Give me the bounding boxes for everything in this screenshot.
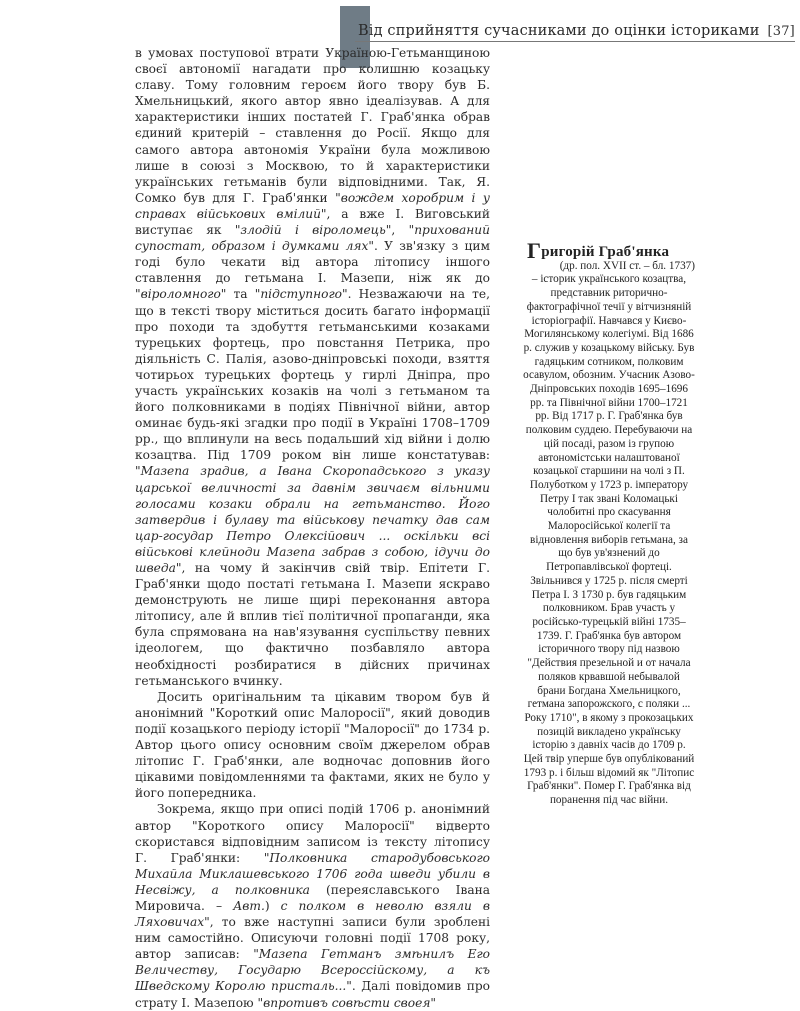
body-text: (переяславського Івана Мировича. – [135, 882, 490, 913]
body-text: Досить оригінальним та цікавим твором був й анонімний "Короткий опис Малоросії", який доводив події козацького періоду історії "Малоросії" до 1734 р. Автор цього опису основним своїм джерелом обрав літопис Г. Граб'янки, але водночас доповнив його цікавими повідомленнями та фактами, яких не було у його попередника. [135, 689, 490, 801]
sidebar-name [527, 238, 695, 263]
page-number: [37] [767, 23, 795, 39]
body-text: . Далі повідомив про страту І. Мазепою [135, 979, 490, 1010]
header-divider [355, 41, 795, 42]
quotation-text: Авт. [233, 898, 265, 913]
body-text: ) [264, 898, 281, 913]
quotation-text: "Мазепа зрадив, а Івана Скоропадського з указу царської величності за давнім звичаєм вільними голосами козаки обрали на гетьманство. Його затвердив і булаву та військову печатку дав сам цар-государ Петро Олексійович ... оскільки всі військові клейноди Мазепа забрав з собою, ідучи до шведа" [135, 464, 490, 575]
quotation-text: "прихований супостат, образом і думками лях" [135, 223, 490, 254]
body-paragraph [135, 801, 490, 1010]
main-text-column [135, 45, 490, 1011]
sidebar-drop-letter: Г [527, 238, 542, 263]
body-text: Зокрема, якщо при описі подій 1706 р. анонімний автор "Короткого опису Малоросії" відверто скористався відповідним записом із тексту літопису Г. Граб'янки: [135, 802, 490, 865]
body-text: , [391, 223, 409, 238]
quotation-text: "віроломного" [135, 287, 227, 302]
quotation-text: "злодій і віроломець" [234, 223, 392, 238]
quotation-text: с полком в неволю взяли в Ляховичах" [135, 898, 490, 930]
sidebar-biography [523, 238, 695, 808]
quotation-text: "підступного" [254, 287, 348, 302]
quotation-text: "Мазепа Гетманъ змѣнилъ Его Величеству, Государю Всероссійскому, а къ Шведскому Королю присталь..." [135, 947, 490, 994]
body-paragraph [135, 689, 490, 802]
sidebar-lifespan: (др. пол. XVII ст. – бл. 1737) [559, 259, 695, 272]
body-text: . Незважаючи на те, що в тексті твору міститься досить багато інформації про походи та здобуття гетьманськими козаками турецьких фортець, про повстання Петрика, про діяльність С. Палія, азово-дніпровські походи, взяття чотирьох турецьких фортець у гирлі Дніпра, про участь українських козаків на чолі з гетьманом та його полковниками в подіях Північної війни, автор оминає будь-які згадки про події в Україні 1708–1709 рр., що вплинули на весь подальший хід війни і долю козацтва. Під 1709 роком він лише констатував: [135, 287, 490, 463]
body-paragraph [135, 45, 490, 689]
body-text: . У зв'язку з цим годі було чекати від автора літопису іншого ставлення до гетьмана І. Мазепи, ніж як до [135, 239, 490, 286]
sidebar-text: – історик українського козацтва, представник риторично-фактографічної течії у вітчизняній історіографії. Навчався у Києво-Могилянському колегіумі. Від 1686 р. служив у козацькому війську. Був гадяцьким сотником, полковим осавулом, обозним. Учасник Азово-Дніпровських походів 1695–1696 рр. та Північної війни 1700–1721 рр. Від 1717 р. Г. Граб'янка був полковим суддею. Перебуваючи на цій посаді, разом із групою автономістськи налаштованої козацької старшини на чолі з П. Полуботком у 1723 р. імператору Петру І так звані Коломацькі чолобитні про скасування Малоросійської колегії та відновлення виборів гетьмана, за що був ув'язнений до Петропавлівської фортеці. Звільнився у 1725 р. після смерті Петра І. З 1730 р. був гадяцьким полковником. Брав участь у російсько-турецькій війні 1735–1739. Г. Граб'янка був автором історичного твору під назвою "Действия презельной и от начала поляков крвавшой небывалой брани Богдана Хмельницкого, гетмана запорожского, с поляки ... Року 1710", в якому з прокозацьких позицій викладено українську історію з давніх часів до 1709 р. Цей твір уперше був опублікований 1793 р. і більш відомий як "Літопис Граб'янки". Помер Г. Граб'янка від поранення під час війни. [523, 273, 695, 807]
quotation-text: "впротивъ совѣсти своея" [257, 995, 436, 1010]
quotation-text: "вождем хоробрим і у справах військових вмілий" [135, 190, 491, 221]
running-head-title: Від сприйняття сучасниками до оцінки істориками [358, 23, 760, 39]
body-text: , на чому й закінчив свій твір. Епітети Г. Граб'янки щодо постаті гетьмана І. Мазепи яскраво демонструють не лише щирі переконання автора літопису, але й вплив тієї політичної пропаганди, яка була спрямована на нав'язування суспільству певних ідеологем, що фактично позбавляло автора необхідності розбиратися в дійсних причинах гетьманського вчинку. [135, 561, 490, 688]
body-text: , то вже наступні записи були зроблені ним самостійно. Описуючи головні події 1708 року, автор записав: [135, 915, 490, 962]
sidebar-name-rest: ригорій Граб'янка [541, 244, 670, 260]
body-text: та [226, 287, 255, 302]
body-text: в умовах поступової втрати Україною-Гетьманщиною своєї автономії нагадати про колишню козацьку славу. Тому головним героєм його твору був Б. Хмельницький, якого автор явно ідеалізував. А для характеристики інших постатей Г. Граб'янка обрав єдиний критерій – ставлення до Росії. Якщо для самого автора автономія України була можливою лише в союзі з Москвою, то й характеристики українських гетьманів були відповідними. Так, Я. Сомко був для Г. Граб'янки [135, 46, 490, 205]
quotation-text: "Полковника стародубовського Михайла Миклашевського 1706 года шведи убили в Несвіжу, а полковника [135, 850, 490, 897]
body-text: , а вже І. Виговський виступає як [135, 206, 490, 238]
